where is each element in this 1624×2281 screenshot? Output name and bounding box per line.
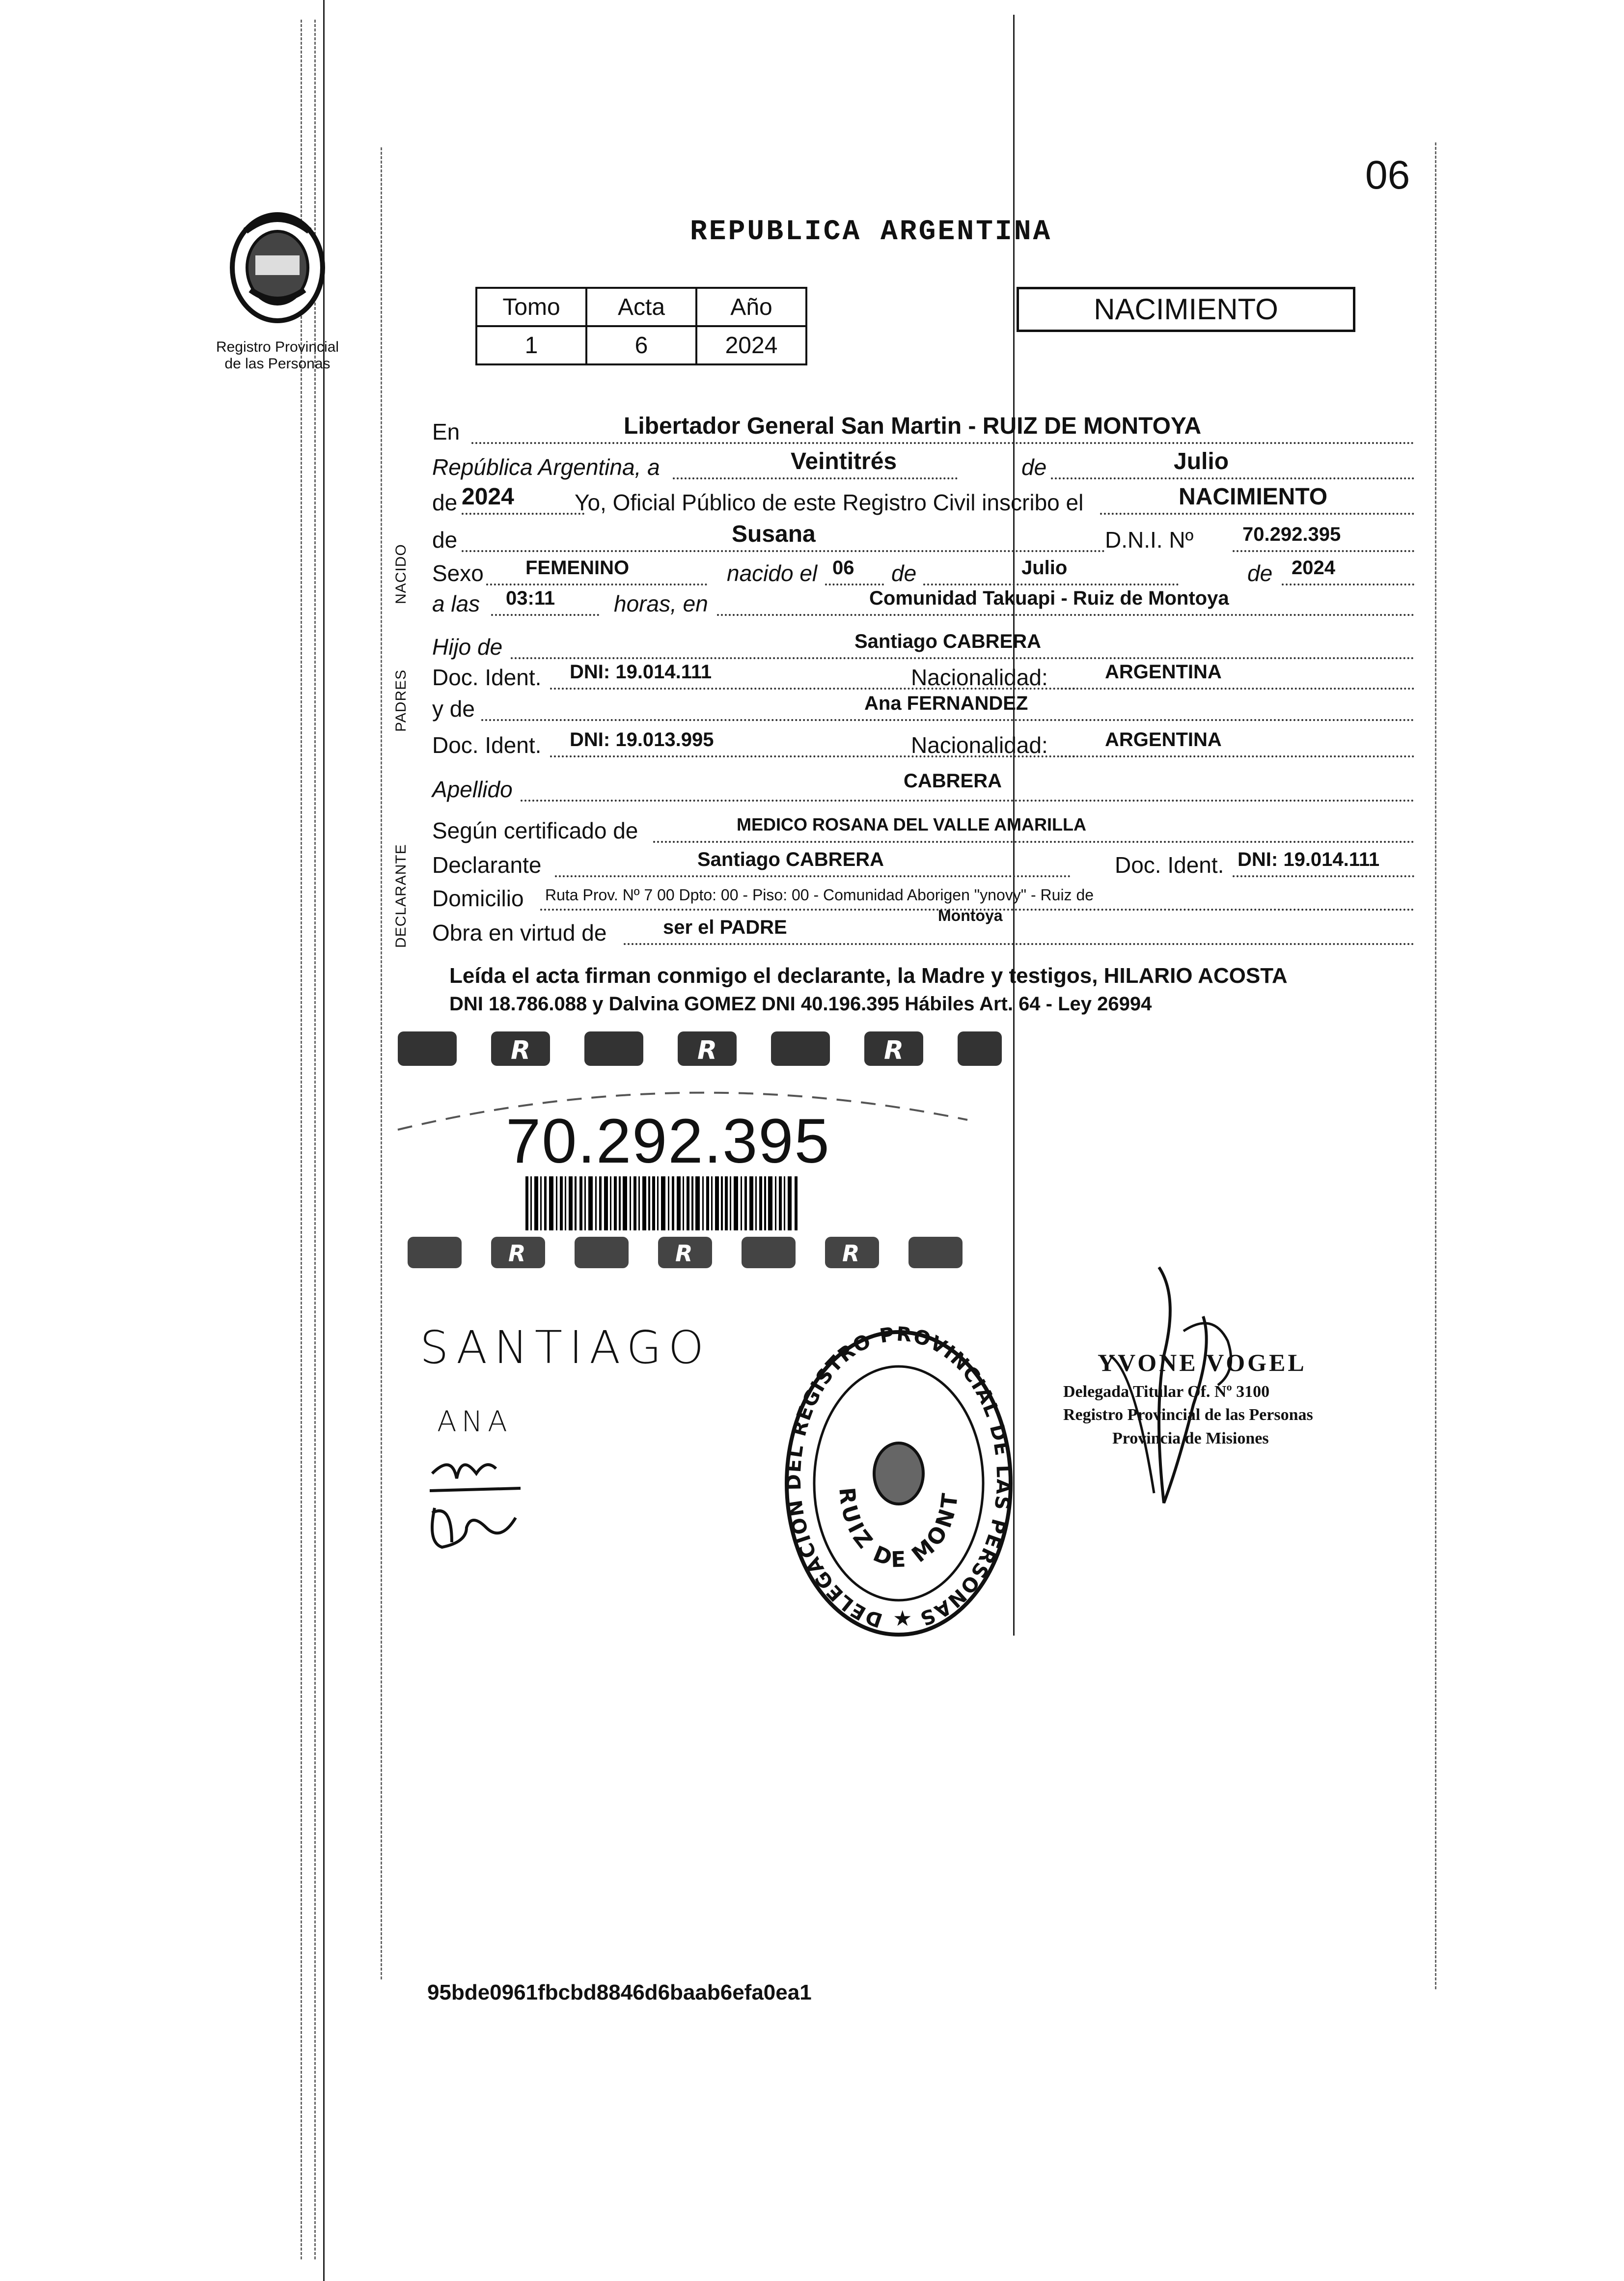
value-obra: ser el PADRE [663,917,787,938]
label-apellido: Apellido [432,777,513,802]
label-republica: República Argentina, a [432,454,660,480]
row-apellido [432,770,1414,805]
label-de-anio: de [1247,560,1273,586]
label-obra: Obra en virtud de [432,920,607,946]
register-value-acta: 6 [586,326,696,364]
value-declarante: Santiago CABRERA [697,849,884,870]
label-sexo: Sexo [432,560,484,586]
registrar-office: Registro Provincial de las Personas [1063,1406,1313,1424]
document-title: REPUBLICA ARGENTINA [690,216,1052,248]
row-declarante [432,846,1414,880]
registrar-name: YVONE VOGEL [1098,1349,1307,1376]
label-de-nombre: de [432,527,458,553]
svg-text:R: R [508,1240,526,1267]
label-a-las: a las [432,591,480,616]
value-madre-nac: ARGENTINA [1105,729,1222,751]
value-dia-texto: Veintitrés [791,448,897,474]
row-certificado [432,811,1414,846]
row-padre [432,628,1414,662]
value-nombre: Susana [732,521,816,547]
register-header-row [476,288,806,326]
row-madre [432,690,1414,724]
registrar-role: Delegada Titular Of. Nº 3100 [1063,1383,1270,1401]
logo-caption-line2: de las Personas [224,356,330,372]
form-left-dashed-line [381,147,382,1979]
svg-text:R: R [675,1240,693,1267]
label-y-de: y de [432,696,475,722]
signature-scribbles [422,1444,550,1594]
register-header-acta: Acta [586,288,696,326]
value-dia-nac: 06 [832,557,854,579]
value-dni: 70.292.395 [1242,524,1341,545]
label-declarante: Declarante [432,852,542,878]
value-lugar: Libertador General San Martin - RUIZ DE MONTOYA [624,413,1202,439]
section-label-declarante: DECLARANTE [393,844,409,948]
value-declarante-doc: DNI: 19.014.111 [1238,849,1380,870]
closing-line-2: DNI 18.786.088 y Dalvina GOMEZ DNI 40.196.395 Hábiles Art. 64 - Ley 26994 [449,993,1152,1015]
value-madre-doc: DNI: 19.013.995 [570,729,714,751]
value-certificado: MEDICO ROSANA DEL VALLE AMARILLA [737,814,1086,835]
row-obra [432,907,1414,948]
label-dni: D.N.I. Nº [1105,527,1194,553]
row-inscripcion [432,483,1414,518]
value-domicilio-2: Montoya [938,907,1003,924]
value-madre: Ana FERNANDEZ [864,693,1028,714]
svg-text:R: R [842,1240,860,1267]
row-fecha [432,448,1414,482]
province-logo [216,196,339,339]
label-horas-en: horas, en [614,591,708,616]
register-value-row [476,326,806,364]
barcode-number: 70.292.395 [506,1106,830,1176]
value-mes-nac: Julio [1021,557,1068,579]
label-doc-ident-decl: Doc. Ident. [1115,852,1224,878]
row-lugar [432,413,1414,447]
label-en: En [432,419,460,445]
label-nacionalidad-1: Nacionalidad: [911,665,1048,690]
label-de-dia: de [891,560,917,586]
page-number: 06 [1365,153,1410,197]
value-mes: Julio [1174,448,1229,474]
value-padre-doc: DNI: 19.014.111 [570,661,712,683]
label-domicilio: Domicilio [432,886,524,911]
logo-caption [199,339,356,372]
value-padre-nac: ARGENTINA [1105,661,1222,683]
label-hijo-de: Hijo de [432,634,503,660]
label-segun: Según certificado de [432,818,638,843]
official-stamp [781,1326,1017,1641]
label-de: de [432,490,458,515]
security-band-top [398,1027,1012,1071]
section-label-nacido: NACIDO [393,544,409,604]
document-type-box: NACIMIENTO [1017,287,1355,332]
register-header-tomo: Tomo [476,288,586,326]
row-sexo [432,554,1414,588]
stamp-outer-text: DELEGACION DEL REGISTRO PROVINCIAL DE LAS PERSONAS [782,1326,1015,1632]
row-nombre [432,521,1414,555]
register-value-anio: 2024 [696,326,806,364]
value-hora: 03:11 [506,587,555,609]
section-label-padres: PADRES [393,669,409,732]
value-apellido: CABRERA [904,770,1002,792]
register-header-anio: Año [696,288,806,326]
verification-hash: 95bde0961fbcbd8846d6baab6efa0ea1 [427,1980,812,2004]
value-anio-nac: 2024 [1292,557,1335,579]
register-value-tomo: 1 [476,326,586,364]
registrar-province: Provincia de Misiones [1112,1429,1269,1447]
stamp-inner-text: RUIZ DE MONT [834,1486,963,1573]
label-de-mes: de [1021,454,1047,480]
svg-text:R: R [511,1036,531,1065]
value-tipo-acta: NACIMIENTO [1179,484,1328,510]
label-doc-ident-1: Doc. Ident. [432,665,542,690]
signature-ana: ANA [437,1405,512,1438]
label-yo: Yo, Oficial Público de este Registro Civil inscribo el [575,490,1084,515]
value-lugar-nac: Comunidad Takuapi - Ruiz de Montoya [869,587,1229,609]
row-padre-doc [432,658,1414,693]
value-sexo: FEMENINO [525,557,630,579]
value-domicilio-1: Ruta Prov. Nº 7 00 Dpto: 00 - Piso: 00 - Comunidad Aborigen "ynovy" - Ruiz de [545,886,1094,904]
barcode [525,1176,800,1230]
row-madre-doc [432,726,1414,760]
row-domicilio [432,879,1414,914]
closing-line-1: Leída el acta firman conmigo el declarante, la Madre y testigos, HILARIO ACOSTA [449,964,1288,988]
svg-text:★: ★ [893,1607,912,1631]
label-nacionalidad-2: Nacionalidad: [911,732,1048,758]
value-padre: Santiago CABRERA [854,631,1042,652]
logo-caption-line1: Registro Provincial [216,339,339,355]
svg-text:R: R [884,1036,904,1065]
label-doc-ident-2: Doc. Ident. [432,732,542,758]
security-band-bottom [408,1233,1012,1272]
form-right-dashed-line [1435,142,1436,1989]
svg-text:R: R [697,1036,717,1065]
signature-santiago: SANTIAGO [420,1321,711,1374]
register-table [475,287,807,365]
label-nacido-el: nacido el [727,560,818,586]
value-anio: 2024 [462,484,514,510]
row-hora [432,584,1414,619]
